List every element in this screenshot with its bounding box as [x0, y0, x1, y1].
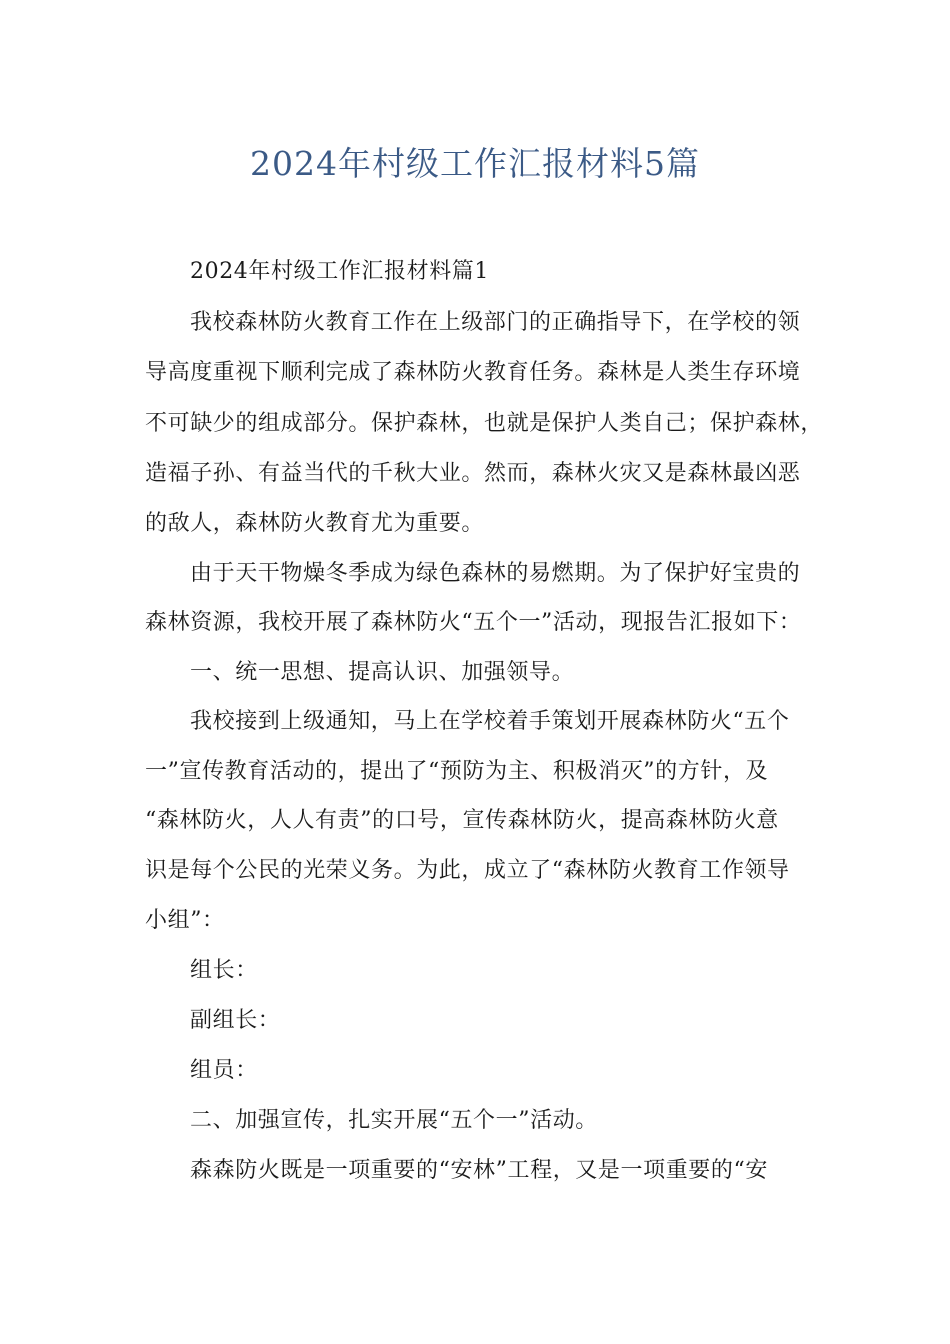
- paragraph-line: 由于天干物燥冬季成为绿色森林的易燃期。为了保护好宝贵的: [190, 561, 801, 586]
- paragraph-line: 我校接到上级通知，马上在学校着手策划开展森林防火“五个: [190, 709, 790, 734]
- paragraph-line: 我校森林防火教育工作在上级部门的正确指导下，在学校的领: [190, 310, 801, 335]
- paragraph-line: 不可缺少的组成部分。保护森林，也就是保护人类自己；保护森林，: [145, 411, 824, 436]
- paragraph-line: 识是每个公民的光荣义务。为此，成立了“森林防火教育工作领导: [145, 858, 790, 883]
- paragraph-line: 小组”：: [145, 908, 225, 933]
- section-heading-one: 一、统一思想、提高认识、加强领导。: [190, 660, 575, 685]
- paragraph-line: 一”宣传教育活动的，提出了“预防为主、积极消灭”的方针，及: [145, 759, 769, 784]
- deputy-leader-label: 副组长：: [190, 1008, 281, 1033]
- document-title: 2024年村级工作汇报材料5篇: [250, 144, 700, 183]
- team-members-label: 组员：: [190, 1058, 258, 1083]
- paragraph-line: 的敌人，森林防火教育尤为重要。: [145, 511, 485, 536]
- paragraph-line: “森林防火，人人有责”的口号，宣传森林防火，提高森林防火意: [145, 808, 779, 833]
- paragraph-line: 森森防火既是一项重要的“安林”工程，又是一项重要的“安: [190, 1158, 768, 1183]
- section-heading-1: 2024年村级工作汇报材料篇1: [190, 259, 489, 284]
- section-heading-two: 二、加强宣传，扎实开展“五个一”活动。: [190, 1108, 598, 1133]
- paragraph-line: 导高度重视下顺利完成了森林防火教育任务。森林是人类生存环境: [145, 360, 801, 385]
- team-leader-label: 组长：: [190, 958, 258, 983]
- paragraph-line: 造福子孙、有益当代的千秋大业。然而，森林火灾又是森林最凶恶: [145, 461, 801, 486]
- paragraph-line: 森林资源，我校开展了森林防火“五个一”活动，现报告汇报如下：: [145, 610, 802, 635]
